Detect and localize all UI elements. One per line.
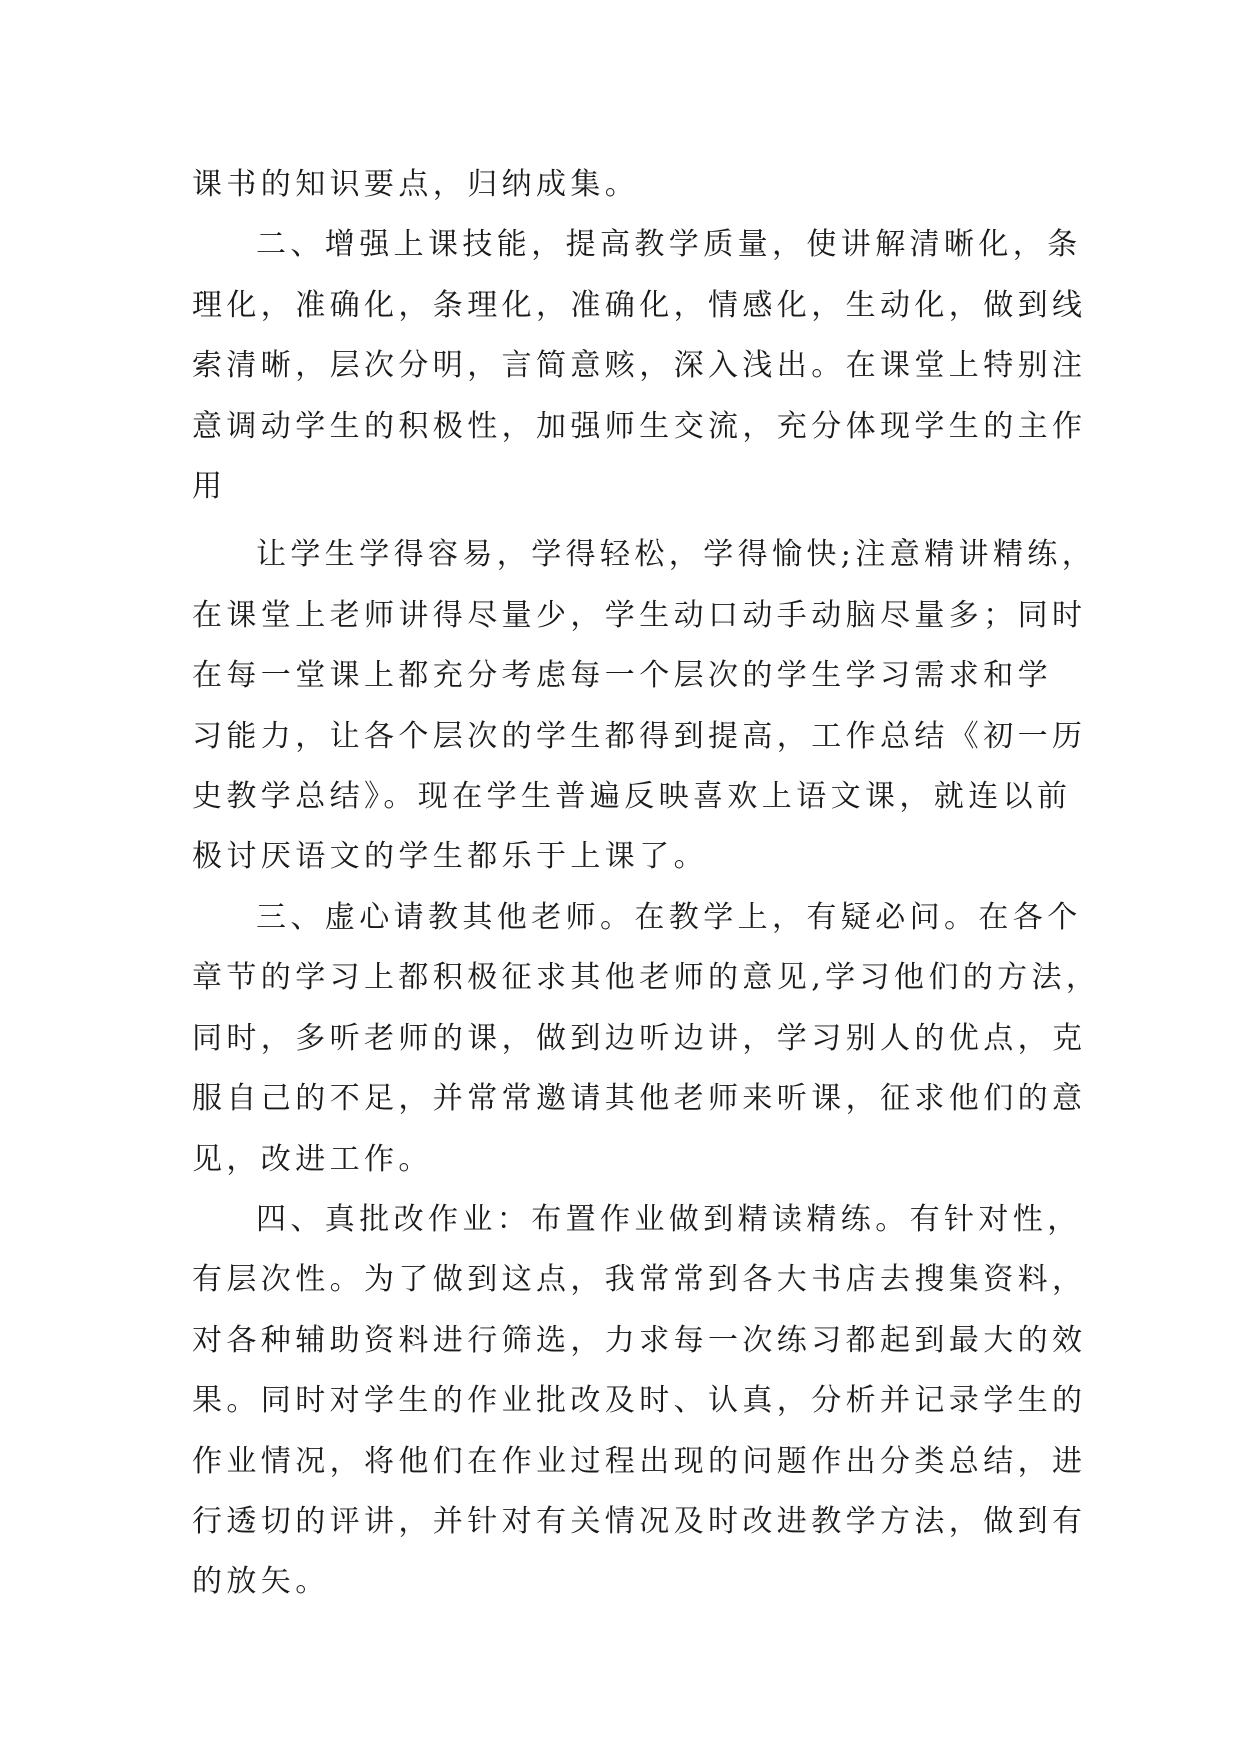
text-line: 让学生学得容易，学得轻松，学得愉快;注意精讲精练， (256, 537, 1097, 573)
paragraph-5 (192, 1190, 1087, 1613)
text-line: 在每一堂课上都充分考虑每一个层次的学生学习需求和学 (192, 658, 1052, 694)
text-line: 四、真批改作业：布置作业做到精读精练。有针对性， (256, 1201, 1082, 1237)
text-line: 习能力，让各个层次的学生都得到提高，工作总结《初一历 (192, 718, 1087, 754)
text-line: 史教学总结》。现在学生普遍反映喜欢上语文课，就连以前 (192, 779, 1072, 815)
text-line: 意调动学生的积极性，加强师生交流，充分体现学生的主作 (192, 408, 1087, 444)
text-line: 二、增强上课技能，提高教学质量，使讲解清晰化，条 (256, 227, 1082, 263)
text-line: 极讨厌语文的学生都乐于上课了。 (192, 839, 708, 875)
document-page (192, 155, 1101, 1613)
text-line: 的放矢。 (192, 1564, 330, 1600)
text-line: 课书的知识要点，归纳成集。 (192, 167, 640, 202)
paragraph-4 (192, 888, 1101, 1190)
text-line: 作业情况，将他们在作业过程出现的问题作出分类总结，进 (192, 1443, 1087, 1479)
text-line: 服自己的不足，并常常邀请其他老师来听课，征求他们的意 (192, 1081, 1087, 1117)
text-line: 行透切的评讲，并针对有关情况及时改进教学方法，做到有 (192, 1503, 1087, 1539)
text-line: 同时，多听老师的课，做到边听边讲，学习别人的优点，克 (192, 1020, 1087, 1056)
text-line: 理化，准确化，条理化，准确化，情感化，生动化，做到线 (192, 287, 1087, 323)
text-line: 用 (192, 469, 227, 505)
text-line: 见，改进工作。 (192, 1141, 433, 1177)
paragraph-1 (192, 155, 1052, 215)
text-line: 对各种辅助资料进行筛选，力求每一次练习都起到最大的效 (192, 1322, 1087, 1358)
text-line: 果。同时对学生的作业批改及时、认真，分析并记录学生的 (192, 1383, 1087, 1419)
paragraph-3 (192, 525, 1097, 887)
text-line: 三、虚心请教其他老师。在教学上，有疑必问。在各个 (256, 899, 1082, 935)
text-line: 在课堂上老师讲得尽量少，学生动口动手动脑尽量多；同时 (192, 597, 1087, 633)
text-line: 章节的学习上都积极征求其他老师的意见,学习他们的方法， (192, 960, 1101, 996)
text-line: 索清晰，层次分明，言简意赅，深入浅出。在课堂上特别注 (192, 348, 1087, 384)
paragraph-2 (192, 215, 1087, 517)
text-line: 有层次性。为了做到这点，我常常到各大书店去搜集资料， (192, 1262, 1087, 1298)
